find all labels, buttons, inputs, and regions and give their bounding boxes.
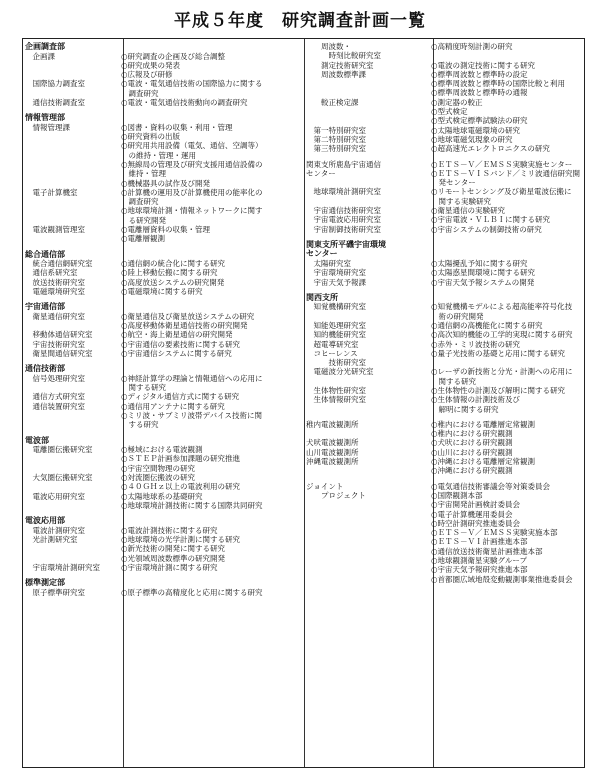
left-column [25, 42, 302, 603]
research-item: ○研究調査の企画及び総合調整 [121, 51, 226, 61]
department-name: 企画調査部 [25, 41, 65, 51]
research-item: ○広報及び研修 [121, 70, 173, 80]
research-item: ○ＥＴＳ－ＶＩ計画推進本部 [431, 537, 528, 547]
research-items [431, 135, 582, 144]
research-item: ○地球観測衛星実験グループ [431, 556, 527, 566]
unit-name: 衛星通信研究室 [25, 311, 85, 321]
unit-name: 周波数標準課 [306, 69, 366, 79]
research-item: ○稚内における電離層定常観測 [431, 419, 536, 429]
research-items [431, 268, 582, 277]
unit-row [306, 206, 582, 215]
research-item: の維持・管理・運用 [121, 150, 196, 160]
research-items [431, 367, 582, 386]
research-item: ○宇宙通信システムに関する研究 [121, 349, 232, 359]
research-item: ○計算機の運用及び計算機使用の能率化の [121, 187, 263, 197]
unit-name: 宇宙電波応用研究室 [306, 215, 381, 225]
research-items [431, 187, 582, 206]
research-items [121, 52, 302, 80]
research-item: ○電磁環境に関する研究 [121, 287, 203, 297]
research-items [121, 287, 302, 296]
research-items [431, 206, 582, 215]
unit-row [306, 268, 582, 277]
research-item: ○高精度時刻計測の研究 [431, 42, 513, 51]
unit-row [306, 259, 582, 268]
unit-row [25, 402, 302, 430]
research-item: ○宇宙電波・ＶＬＢＩに関する研究 [431, 215, 551, 225]
research-items [121, 473, 302, 492]
research-item: ○太陽地球電磁環境の研究 [431, 125, 521, 135]
unit-name: 沖縄電波観測所 [306, 457, 359, 467]
department-section [25, 302, 302, 358]
unit-row [25, 225, 302, 244]
research-items [121, 526, 302, 535]
research-item: ○ＳＴＥＰ計画参加課題の研究推進 [121, 454, 241, 464]
research-items [121, 340, 302, 349]
research-items [121, 349, 302, 358]
research-item: ○高次知的機能の工学的実現に関する研究 [431, 330, 573, 340]
unit-name: 第三特別研究室 [306, 144, 366, 154]
unit-name: 電波観測管理室 [25, 225, 85, 235]
research-item: ○赤外・ミリ波技術の研究 [431, 339, 521, 349]
unit-row [25, 588, 302, 597]
research-item: ○電波・電気通信技術動向の調査研究 [121, 97, 248, 107]
unit-name: 大気圏伝搬研究室 [25, 472, 93, 482]
unit-name: 知的機能研究室 [306, 330, 366, 340]
unit-name: 原子標準研究室 [25, 587, 85, 597]
research-items [121, 588, 302, 597]
research-items [121, 225, 302, 244]
department-section [25, 436, 302, 511]
unit-row [25, 123, 302, 188]
unit-row [25, 287, 302, 296]
unit-row [306, 42, 582, 61]
research-item: ○レーザの新技術と分光・計測への応用に [431, 367, 573, 377]
research-items [121, 259, 302, 268]
unit-name: コヒーレンス 技術研究室 [313, 348, 366, 368]
unit-name: 信号処理研究室 [25, 373, 85, 383]
department-section [25, 578, 302, 597]
research-item: ○対流圏伝搬波の研究 [121, 472, 196, 482]
research-item: ○ＥＴＳ－ＶＩＳバンド／ミリ波通信研究開 [431, 168, 581, 178]
research-item: ○極域における電波観測 [121, 445, 203, 455]
research-items [431, 386, 582, 395]
research-item: 調査研究 [121, 197, 159, 207]
research-item: ○陸上移動伝搬に関する研究 [121, 268, 218, 278]
unit-row [25, 374, 302, 393]
unit-row [306, 420, 582, 439]
research-item: ○電波計測技術に関する研究 [121, 525, 218, 535]
unit-name: 太陽研究室 [306, 258, 351, 268]
research-item: ○神経計算学の理論と情報通信への応用に [121, 373, 263, 383]
unit-row [306, 386, 582, 395]
unit-row [25, 52, 302, 80]
research-items [121, 374, 302, 393]
research-item: ○宇宙天気予報研究推進本部 [431, 565, 528, 575]
research-item: ○生体物性の計測及び解明に関する研究 [431, 386, 566, 395]
unit-row [306, 70, 582, 98]
unit-name: 電波応用研究室 [25, 491, 85, 501]
unit-row [25, 349, 302, 358]
research-item: ○高度放送システムの研究開発 [121, 277, 225, 287]
unit-name: 移動体通信研究室 [25, 330, 93, 340]
unit-row [25, 330, 302, 339]
research-item: ○太陽地球系の基礎研究 [121, 491, 203, 501]
research-item: ○超高速光エレクトロニクスの研究 [431, 144, 550, 154]
unit-row [25, 268, 302, 277]
unit-name: 通信方式研究室 [25, 392, 85, 402]
department-name: 宇宙通信部 [25, 301, 65, 312]
research-item: ○電子計算機運用委員会 [431, 509, 513, 519]
research-items [121, 123, 302, 188]
unit-name: 衛星間通信研究室 [25, 349, 93, 359]
research-items [121, 268, 302, 277]
research-items [431, 448, 582, 457]
unit-name: 電磁波分光研究室 [306, 367, 374, 377]
research-item: ○知覚機構モデルによる超高能率符号化技 [431, 302, 573, 312]
department-name: 総合通信部 [25, 248, 65, 259]
department-section [25, 250, 302, 297]
unit-row [306, 187, 582, 206]
unit-name: 宇宙天気予報課 [306, 277, 366, 287]
department-section [306, 293, 582, 414]
research-items [431, 70, 582, 98]
research-items [431, 160, 582, 188]
unit-name: 知覚機構研究室 [306, 302, 366, 312]
unit-row [306, 448, 582, 457]
research-item: ○原子標準の高精度化と応用に関する研究 [121, 587, 263, 597]
department-name: 電波部 [25, 434, 49, 445]
research-items [431, 330, 582, 339]
unit-row [306, 438, 582, 447]
research-items [431, 126, 582, 135]
research-item: ○新光技術の開発に関する研究 [121, 544, 226, 554]
unit-row [306, 126, 582, 135]
research-item: ○衛星通信及び衛星放送システムの研究 [121, 311, 255, 321]
unit-name: 電波計測研究室 [25, 525, 85, 535]
research-item: ○測定器の較正 [431, 97, 483, 107]
department-name: 情報管理部 [25, 112, 65, 123]
page-title: 平成５年度 研究調査計画一覧 [174, 11, 426, 31]
unit-row [25, 98, 302, 107]
research-items [431, 420, 582, 439]
research-items [431, 259, 582, 268]
department-section [25, 113, 302, 243]
research-item: ○型式検定 [431, 107, 468, 117]
research-items [121, 445, 302, 473]
research-items [121, 535, 302, 563]
research-items [431, 42, 582, 61]
unit-row [25, 473, 302, 492]
unit-name: 宇宙技術研究室 [25, 339, 85, 349]
unit-row [25, 392, 302, 401]
unit-row [306, 61, 582, 70]
department-section [306, 482, 582, 584]
research-item: ○量子光技術の基礎と応用に関する研究 [431, 348, 566, 358]
unit-name: 第一特別研究室 [306, 125, 366, 135]
unit-name: 光計測研究室 [25, 534, 78, 544]
research-item: ○ＥＴＳ－Ｖ／ＥＭＳＳ実験実施本部 [431, 528, 558, 538]
research-items [121, 98, 302, 107]
research-items [121, 492, 302, 511]
research-item: ○４０ＧＨｚ以上の電波利用の研究 [121, 482, 241, 492]
research-item: ○機械器具の試作及び開発 [121, 178, 211, 188]
unit-row [25, 312, 302, 331]
research-items [431, 225, 582, 234]
unit-row [25, 278, 302, 287]
unit-name: 通信技術調査室 [25, 97, 85, 107]
unit-row [306, 98, 582, 126]
department-name: 電波応用部 [25, 515, 65, 526]
research-items [121, 278, 302, 287]
unit-name: 通信系研究室 [25, 268, 78, 278]
department-name: 関西支所 [306, 291, 338, 302]
research-items [431, 482, 582, 584]
research-item: る研究開発 [121, 215, 166, 225]
unit-row [306, 482, 582, 584]
research-item: ○電気通信技術審議会等対策委員会 [431, 481, 551, 491]
unit-row [25, 526, 302, 535]
research-item: ○宇宙システムの制御技術の研究 [431, 224, 542, 234]
research-items [121, 392, 302, 401]
unit-name: 関東支所鹿島宇宙通信 センター [306, 159, 381, 178]
research-item: ○標準周波数と標準時の通報 [431, 88, 528, 98]
research-item: 関する研究 [431, 376, 476, 386]
department-section [306, 420, 582, 476]
research-item: ○型式検定標準試験法の研究 [431, 116, 528, 126]
research-items [121, 563, 302, 572]
research-item: ○電離層観測 [121, 234, 166, 244]
unit-name: 超電導研究室 [306, 339, 359, 349]
research-item: ○首都圏広域地殻変動観測事業推進委員会 [431, 574, 573, 584]
unit-row [306, 349, 582, 368]
department-section [25, 42, 302, 107]
research-item: ○標準周波数と標準時の国際比較と利用 [431, 79, 566, 89]
unit-row [25, 492, 302, 511]
plan-table [22, 38, 585, 768]
research-item: ○電離層資料の収集・管理 [121, 225, 211, 235]
unit-name: 企画課 [25, 51, 55, 61]
research-item: ○通信網の高機能化に関する研究 [431, 320, 543, 330]
research-item: ○通信放送技術衛星計画推進本部 [431, 546, 543, 556]
research-item: 維持・管理 [121, 169, 166, 179]
research-item: ○光領域周波数標準の研究開発 [121, 553, 226, 563]
unit-name: 生体物性研究室 [306, 386, 366, 395]
unit-name: 電離圏伝搬研究室 [25, 445, 93, 455]
unit-name: 稚内電波観測所 [306, 419, 359, 429]
research-items [431, 61, 582, 70]
research-item: ○高度移動体衛星通信技術の研究開発 [121, 321, 248, 331]
unit-row [306, 395, 582, 414]
unit-name: 地球環境計測研究室 [306, 187, 381, 197]
unit-row [25, 445, 302, 473]
right-column [306, 42, 582, 590]
research-item: ○ディジタル通信方式に関する研究 [121, 392, 240, 402]
research-item: ○航空・海上衛星通信の研究開発 [121, 330, 233, 340]
research-items [431, 144, 582, 153]
research-item: ○研究成果の発表 [121, 60, 181, 70]
department-section [306, 160, 582, 234]
research-item: 解明に関する研究 [431, 404, 499, 414]
unit-row [306, 144, 582, 153]
department-name: 関東支所平磯宇宙環境 センター [306, 238, 386, 259]
research-item: 調査研究 [121, 88, 159, 98]
unit-name: 通信装置研究室 [25, 401, 85, 411]
unit-row [306, 160, 582, 188]
research-item: ○宇宙空間物理の研究 [121, 463, 196, 473]
research-item: ○沖縄における研究観測 [431, 466, 513, 476]
unit-name: 情報管理課 [25, 122, 70, 132]
research-items [431, 395, 582, 414]
unit-row [306, 340, 582, 349]
research-item: ○通信網の統合化に関する研究 [121, 259, 226, 269]
research-item: ○犬吠における研究観測 [431, 438, 513, 448]
research-item: ○地球環境の光学計測に関する研究 [121, 534, 241, 544]
unit-name: 宇宙通信技術研究室 [306, 206, 381, 216]
research-items [431, 349, 582, 368]
department-name: 標準測定部 [25, 577, 65, 588]
research-item: ○地球環境計測・情報ネットワークに関す [121, 206, 263, 216]
research-item: ○生体情報の計測技術及び [431, 395, 521, 405]
unit-name: 第二特別研究室 [306, 134, 366, 144]
research-item: ○電波・電気通信技術の国際協力に関する [121, 79, 263, 89]
research-items [431, 278, 582, 287]
unit-name: 較正検定課 [306, 97, 359, 107]
department-section [306, 240, 582, 287]
department-name: 通信技術部 [25, 363, 65, 374]
unit-row [306, 457, 582, 476]
research-item: ○無線局の管理及び研究支援用通信設備の [121, 159, 263, 169]
column-divider [304, 39, 305, 767]
unit-row [306, 225, 582, 234]
research-items [431, 321, 582, 330]
research-item: 発センター [431, 178, 476, 188]
research-item: ○稚内における研究観測 [431, 429, 513, 439]
department-section [25, 364, 302, 429]
research-item: ○図書・資料の収集・利用・管理 [121, 122, 233, 132]
research-item: ○沖縄における電離層定常観測 [431, 457, 536, 467]
research-item: する研究 [121, 420, 159, 430]
unit-row [25, 535, 302, 563]
unit-name: 生体情報研究室 [306, 395, 366, 405]
unit-row [25, 188, 302, 225]
research-item: ○太陽惑星間環境に関する研究 [431, 268, 536, 278]
research-item: ○太陽擾乱予知に関する研究 [431, 258, 528, 268]
unit-name: 周波数・ 時刻比較研究室 [320, 42, 381, 61]
research-items [121, 188, 302, 225]
unit-row [306, 215, 582, 224]
unit-name: 電子計算機室 [25, 187, 78, 197]
unit-row [306, 330, 582, 339]
research-item: 関する実験研究 [431, 196, 491, 206]
unit-row [25, 563, 302, 572]
research-item: ○衛星通信の実験研究 [431, 206, 506, 216]
unit-row [25, 340, 302, 349]
research-items [431, 215, 582, 224]
unit-row [25, 79, 302, 98]
research-item: ○地球環境計測技術に関する国際共同研究 [121, 500, 263, 510]
research-item: ○宇宙天気予報システムの開発 [431, 277, 535, 287]
research-items [121, 330, 302, 339]
research-item: ○時空計測研究推進委員会 [431, 518, 521, 528]
unit-name: 統合通信網研究室 [25, 259, 93, 269]
research-items [121, 312, 302, 331]
research-item: ○国際観測本部 [431, 490, 483, 500]
research-item: ○宇宙開発計画検討委員会 [431, 500, 521, 510]
research-items [121, 402, 302, 430]
research-item: ○研究用共用設備（電気、通信、空調等） [121, 141, 263, 151]
research-items [121, 79, 302, 98]
research-item: ○宇宙環境計測に関する研究 [121, 562, 218, 572]
department-section [25, 516, 302, 572]
research-items [431, 438, 582, 447]
unit-row [306, 367, 582, 386]
research-items [431, 302, 582, 321]
unit-name: 山川電波観測所 [306, 447, 359, 457]
unit-row [25, 259, 302, 268]
unit-row [306, 135, 582, 144]
research-item: ○研究資料の出版 [121, 132, 181, 142]
research-item: ○山川における研究観測 [431, 447, 513, 457]
research-items [431, 98, 582, 126]
unit-name: 宇宙環境計測研究室 [25, 562, 100, 572]
research-item: ○標準周波数と標準時の設定 [431, 69, 528, 79]
unit-name: 放送技術研究室 [25, 277, 85, 287]
unit-name: 知能処理研究室 [306, 320, 366, 330]
unit-row [306, 302, 582, 321]
research-item: ○通信用アンテナに関する研究 [121, 401, 225, 411]
research-item: 関する研究 [121, 383, 166, 393]
research-items [431, 457, 582, 476]
research-items [431, 340, 582, 349]
research-item: 術の研究開発 [431, 311, 484, 321]
unit-name: 宇宙環境研究室 [306, 268, 366, 278]
unit-name: ジョイント プロジェクト [306, 481, 366, 500]
research-item: ○リモートセンシング及び衛星電波伝搬に [431, 187, 572, 197]
unit-name: 犬吠電波観測所 [306, 438, 359, 448]
research-item: ○宇宙通信の要素技術に関する研究 [121, 339, 241, 349]
unit-name: 電磁環境研究室 [25, 287, 85, 297]
unit-row [306, 278, 582, 287]
research-item: ○ミリ波・サブミリ波帯デバイス技術に関 [121, 411, 263, 420]
department-section [306, 42, 582, 154]
research-item: ○地球電磁気現象の研究 [431, 134, 513, 144]
research-item: ○電波の測定技術に関する研究 [431, 60, 536, 70]
unit-row [306, 321, 582, 330]
research-item: ○ＥＴＳ－Ｖ／ＥＭＳＳ実験実施センター [431, 159, 573, 169]
unit-name: 国際協力調査室 [25, 79, 85, 89]
unit-name: 測定技術研究室 [306, 60, 374, 70]
unit-name: 宇宙制御技術研究室 [306, 224, 381, 234]
